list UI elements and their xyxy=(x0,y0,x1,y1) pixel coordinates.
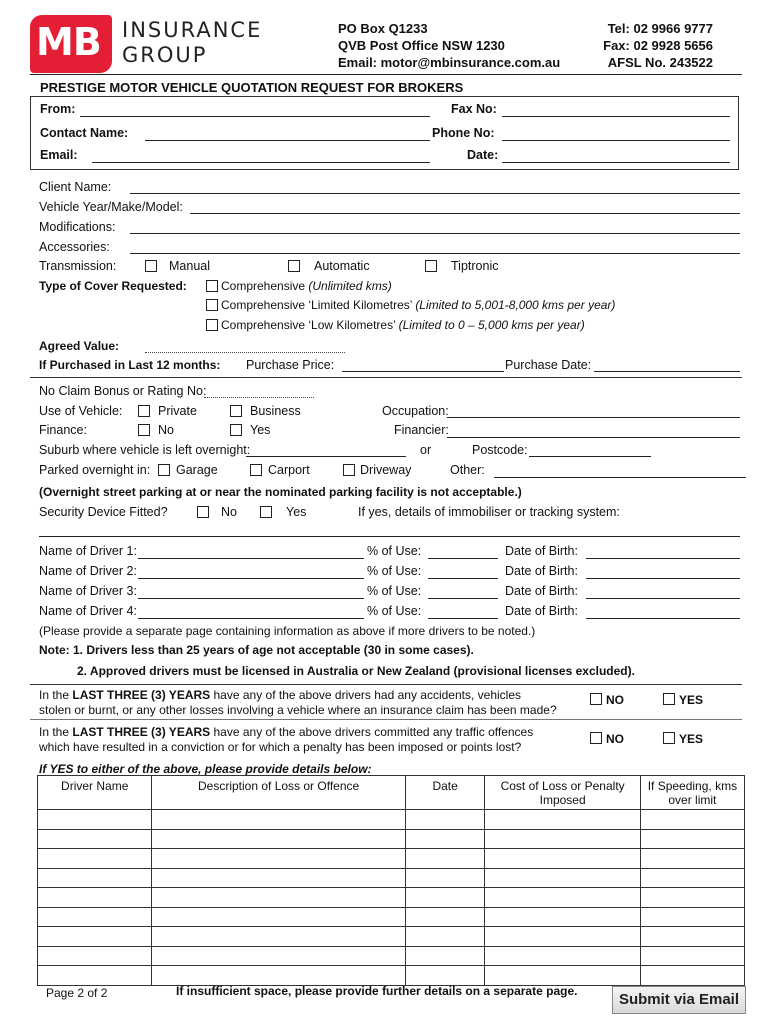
immobiliser-field[interactable] xyxy=(39,536,740,537)
garage-checkbox[interactable] xyxy=(158,464,170,476)
accident-no-checkbox[interactable] xyxy=(590,693,602,705)
table-row[interactable] xyxy=(38,868,745,888)
client-name-label: Client Name: xyxy=(39,180,112,194)
contact-email: Email: motor@mbinsurance.com.au xyxy=(338,55,561,70)
driver-1-dob-label: Date of Birth: xyxy=(505,544,578,558)
purchase-date-label: Purchase Date: xyxy=(505,358,592,372)
phone-no-field[interactable] xyxy=(502,140,730,141)
section-divider-3 xyxy=(30,719,742,720)
or-label: or xyxy=(420,443,432,457)
page-number: Page 2 of 2 xyxy=(46,986,108,1000)
agreed-value-field[interactable] xyxy=(145,352,345,353)
col-date: Date xyxy=(405,776,485,810)
table-header-row xyxy=(38,776,745,810)
transmission-label: Transmission: xyxy=(39,259,117,273)
street-parking-note: (Overnight street parking at or near the nominated parking facility is not acceptable.) xyxy=(39,485,522,499)
purchase-date-field[interactable] xyxy=(594,371,740,372)
accident-yes-checkbox[interactable] xyxy=(663,693,675,705)
table-row[interactable] xyxy=(38,927,745,947)
garage-label: Garage xyxy=(176,463,218,477)
accident-yes-label: YES xyxy=(679,693,704,707)
driver-3-name-field[interactable] xyxy=(138,598,364,599)
from-field[interactable] xyxy=(80,116,430,117)
driver-4-pct-field[interactable] xyxy=(428,618,498,619)
cover-label: Type of Cover Requested: xyxy=(39,279,187,293)
cover-low-label: Comprehensive ‘Low Kilometres’ (Limited to 0 – 5,000 kms per year) xyxy=(221,318,585,332)
col-cost: Cost of Loss or Penalty Imposed xyxy=(485,776,640,810)
driver-4-dob-label: Date of Birth: xyxy=(505,604,578,618)
broker-details-box xyxy=(30,96,739,170)
driver-note-2: 2. Approved drivers must be licensed in Australia or New Zealand (provisional licenses excluded). xyxy=(77,664,635,678)
client-name-field[interactable] xyxy=(130,193,740,194)
postcode-field[interactable] xyxy=(529,456,651,457)
offence-no-label: NO xyxy=(606,732,624,746)
other-field[interactable] xyxy=(494,477,746,478)
driver-4-name-field[interactable] xyxy=(138,618,364,619)
modifications-label: Modifications: xyxy=(39,220,116,234)
driver-1-pct-field[interactable] xyxy=(428,558,498,559)
driver-1-pct-label: % of Use: xyxy=(367,544,422,558)
driver-4-pct-label: % of Use: xyxy=(367,604,422,618)
table-row[interactable] xyxy=(38,907,745,927)
cover-unlimited-checkbox[interactable] xyxy=(206,280,218,292)
finance-yes-label: Yes xyxy=(250,423,271,437)
tiptronic-checkbox[interactable] xyxy=(425,260,437,272)
security-label: Security Device Fitted? xyxy=(39,505,168,519)
immobiliser-label: If yes, details of immobiliser or tracking system: xyxy=(358,505,620,519)
finance-no-checkbox[interactable] xyxy=(138,424,150,436)
parked-label: Parked overnight in: xyxy=(39,463,151,477)
occupation-field[interactable] xyxy=(447,417,740,418)
financier-label: Financier: xyxy=(394,423,449,437)
automatic-checkbox[interactable] xyxy=(288,260,300,272)
agreed-value-label: Agreed Value: xyxy=(39,339,120,353)
driver-3-pct-label: % of Use: xyxy=(367,584,422,598)
loss-details-table xyxy=(37,775,745,986)
carport-label: Carport xyxy=(268,463,310,477)
driveway-checkbox[interactable] xyxy=(343,464,355,476)
private-checkbox[interactable] xyxy=(138,405,150,417)
afsl: AFSL No. 243522 xyxy=(607,55,713,70)
phone-block xyxy=(593,20,713,71)
phone-no-label: Phone No: xyxy=(432,126,495,140)
section-divider-1 xyxy=(30,377,742,378)
driver-3-label: Name of Driver 3: xyxy=(39,584,137,598)
offence-no-checkbox[interactable] xyxy=(590,732,602,744)
driver-2-dob-field[interactable] xyxy=(586,578,740,579)
separate-page-note: (Please provide a separate page containing information as above if more drivers to be noted.) xyxy=(39,624,536,638)
driver-note-1: Note: 1. Drivers less than 25 years of age not acceptable (30 in some cases). xyxy=(39,643,474,657)
col-driver-name: Driver Name xyxy=(38,776,152,810)
occupation-label: Occupation: xyxy=(382,404,449,418)
driver-2-label: Name of Driver 2: xyxy=(39,564,137,578)
col-description: Description of Loss or Offence xyxy=(152,776,405,810)
table-row[interactable] xyxy=(38,829,745,849)
driveway-label: Driveway xyxy=(360,463,412,477)
address-line-1: PO Box Q1233 xyxy=(338,21,428,36)
business-label: Business xyxy=(250,404,301,418)
financier-field[interactable] xyxy=(447,437,740,438)
driver-2-pct-label: % of Use: xyxy=(367,564,422,578)
table-row[interactable] xyxy=(38,888,745,908)
driver-3-pct-field[interactable] xyxy=(428,598,498,599)
security-yes-label: Yes xyxy=(286,505,307,519)
logo-group-text: GROUP xyxy=(122,43,208,67)
modifications-field[interactable] xyxy=(130,233,740,234)
from-label: From: xyxy=(40,102,76,116)
address-line-2: QVB Post Office NSW 1230 xyxy=(338,38,505,53)
vehicle-field[interactable] xyxy=(190,213,740,214)
date-field[interactable] xyxy=(502,162,730,163)
driver-4-dob-field[interactable] xyxy=(586,618,740,619)
section-divider-2 xyxy=(30,684,742,685)
offence-yes-checkbox[interactable] xyxy=(663,732,675,744)
fax-no-label: Fax No: xyxy=(451,102,497,116)
logo-mb-text: MB xyxy=(36,20,101,64)
table-row[interactable] xyxy=(38,849,745,869)
other-label: Other: xyxy=(450,463,485,477)
table-row[interactable] xyxy=(38,810,745,830)
security-yes-checkbox[interactable] xyxy=(260,506,272,518)
driver-2-pct-field[interactable] xyxy=(428,578,498,579)
table-row[interactable] xyxy=(38,946,745,966)
use-label: Use of Vehicle: xyxy=(39,404,123,418)
driver-2-dob-label: Date of Birth: xyxy=(505,564,578,578)
driver-3-dob-field[interactable] xyxy=(586,598,740,599)
security-no-label: No xyxy=(221,505,237,519)
driver-1-label: Name of Driver 1: xyxy=(39,544,137,558)
driver-1-dob-field[interactable] xyxy=(586,558,740,559)
manual-checkbox[interactable] xyxy=(145,260,157,272)
business-checkbox[interactable] xyxy=(230,405,242,417)
tiptronic-label: Tiptronic xyxy=(451,259,499,273)
title-top-rule xyxy=(30,74,742,75)
cover-low-checkbox[interactable] xyxy=(206,319,218,331)
cover-unlimited-label: Comprehensive (Unlimited kms) xyxy=(221,279,392,293)
carport-checkbox[interactable] xyxy=(250,464,262,476)
accident-no-label: NO xyxy=(606,693,624,707)
accessories-label: Accessories: xyxy=(39,240,110,254)
ncb-label: No Claim Bonus or Rating No: xyxy=(39,384,207,398)
finance-no-label: No xyxy=(158,423,174,437)
purchased-label: If Purchased in Last 12 months: xyxy=(39,358,221,372)
tel: Tel: 02 9966 9777 xyxy=(607,21,713,36)
driver-3-dob-label: Date of Birth: xyxy=(505,584,578,598)
address-block xyxy=(338,20,560,71)
finance-yes-checkbox[interactable] xyxy=(230,424,242,436)
form-title: PRESTIGE MOTOR VEHICLE QUOTATION REQUEST FOR BROKERS xyxy=(40,80,464,95)
security-no-checkbox[interactable] xyxy=(197,506,209,518)
driver-4-label: Name of Driver 4: xyxy=(39,604,137,618)
details-heading: If YES to either of the above, please provide details below: xyxy=(39,762,372,776)
logo-insurance-text: INSURANCE xyxy=(122,18,263,42)
table-row[interactable] xyxy=(38,966,745,986)
vehicle-label: Vehicle Year/Make/Model: xyxy=(39,200,183,214)
insufficient-space-note: If insufficient space, please provide further details on a separate page. xyxy=(176,984,578,998)
driver-1-name-field[interactable] xyxy=(138,558,364,559)
offence-question: In the LAST THREE (3) YEARS have any of the above drivers committed any traffic offences which have resulted in a conviction or for which a penalty has been imposed or points lost? xyxy=(39,725,534,754)
date-label: Date: xyxy=(467,148,499,162)
fax: Fax: 02 9928 5656 xyxy=(603,38,713,53)
contact-name-label: Contact Name: xyxy=(40,126,129,140)
broker-email-field[interactable] xyxy=(92,162,430,163)
ncb-field[interactable] xyxy=(204,397,314,398)
cover-limited-checkbox[interactable] xyxy=(206,299,218,311)
automatic-label: Automatic xyxy=(314,259,370,273)
accessories-field[interactable] xyxy=(130,253,740,254)
contact-name-field[interactable] xyxy=(145,140,430,141)
finance-label: Finance: xyxy=(39,423,87,437)
broker-email-label: Email: xyxy=(40,148,78,162)
suburb-field[interactable] xyxy=(246,456,406,457)
manual-label: Manual xyxy=(169,259,210,273)
submit-via-email-button[interactable]: Submit via Email xyxy=(612,986,746,1014)
offence-yes-label: YES xyxy=(679,732,704,746)
postcode-label: Postcode: xyxy=(472,443,528,457)
private-label: Private xyxy=(158,404,197,418)
purchase-price-label: Purchase Price: xyxy=(246,358,335,372)
purchase-price-field[interactable] xyxy=(342,371,504,372)
suburb-label: Suburb where vehicle is left overnight: xyxy=(39,443,251,457)
driver-2-name-field[interactable] xyxy=(138,578,364,579)
accident-question: In the LAST THREE (3) YEARS have any of the above drivers had any accidents, vehicles stolen or burnt, or any other losses involving a vehicle where an insurance claim has been made? xyxy=(39,688,557,717)
cover-limited-label: Comprehensive ‘Limited Kilometres’ (Limited to 5,001-8,000 kms per year) xyxy=(221,298,616,312)
col-speeding: If Speeding, kms over limit xyxy=(640,776,744,810)
fax-no-field[interactable] xyxy=(502,116,730,117)
